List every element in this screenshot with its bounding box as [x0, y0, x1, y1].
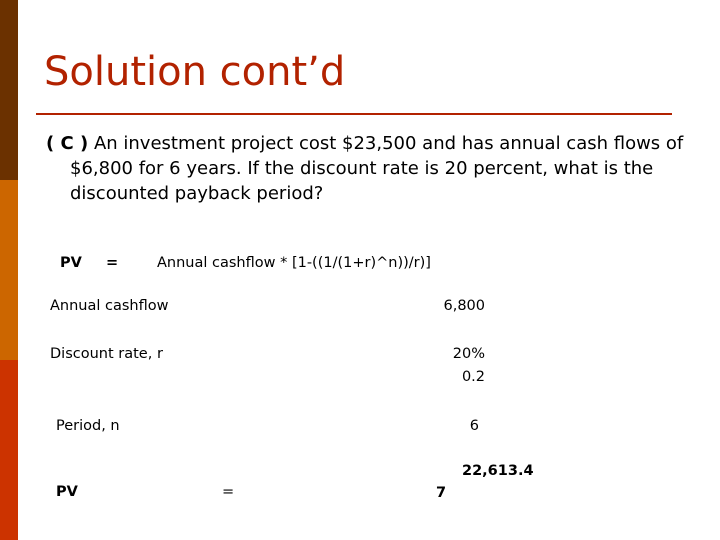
- pv-equals: =: [222, 484, 235, 500]
- formula-equals: =: [106, 255, 119, 271]
- period-label: Period, n: [56, 418, 120, 434]
- annual-cashflow-value: 6,800: [443, 298, 485, 314]
- question-text: An investment project cost $23,500 and has annual cash flows of $6,800 for 6 years. If the discount rate is 20 percent, what is the discounted payback period?: [70, 133, 684, 204]
- question-paragraph: [46, 131, 710, 206]
- discount-rate-label: Discount rate, r: [50, 346, 163, 362]
- pv-value: 22,613.4: [462, 463, 534, 479]
- title-underline: [36, 113, 672, 115]
- annual-cashflow-label: Annual cashflow: [50, 298, 169, 314]
- pv-digit: 7: [436, 485, 447, 501]
- discount-rate-percent: 20%: [452, 346, 485, 362]
- pv-label: PV: [56, 484, 78, 500]
- period-value: 6: [469, 418, 479, 434]
- sidebar-segment-dark: [0, 0, 18, 180]
- sidebar-segment-red: [0, 360, 18, 540]
- discount-rate-decimal: 0.2: [461, 369, 485, 385]
- sidebar-accent-bar: [0, 0, 18, 540]
- formula-lhs: PV: [60, 255, 82, 271]
- question-label: ( C ): [46, 133, 89, 154]
- formula-rhs: Annual cashflow * [1-((1/(1+r)^n))/r)]: [157, 255, 431, 271]
- sidebar-segment-orange: [0, 180, 18, 360]
- slide-title: Solution cont’d: [44, 49, 346, 95]
